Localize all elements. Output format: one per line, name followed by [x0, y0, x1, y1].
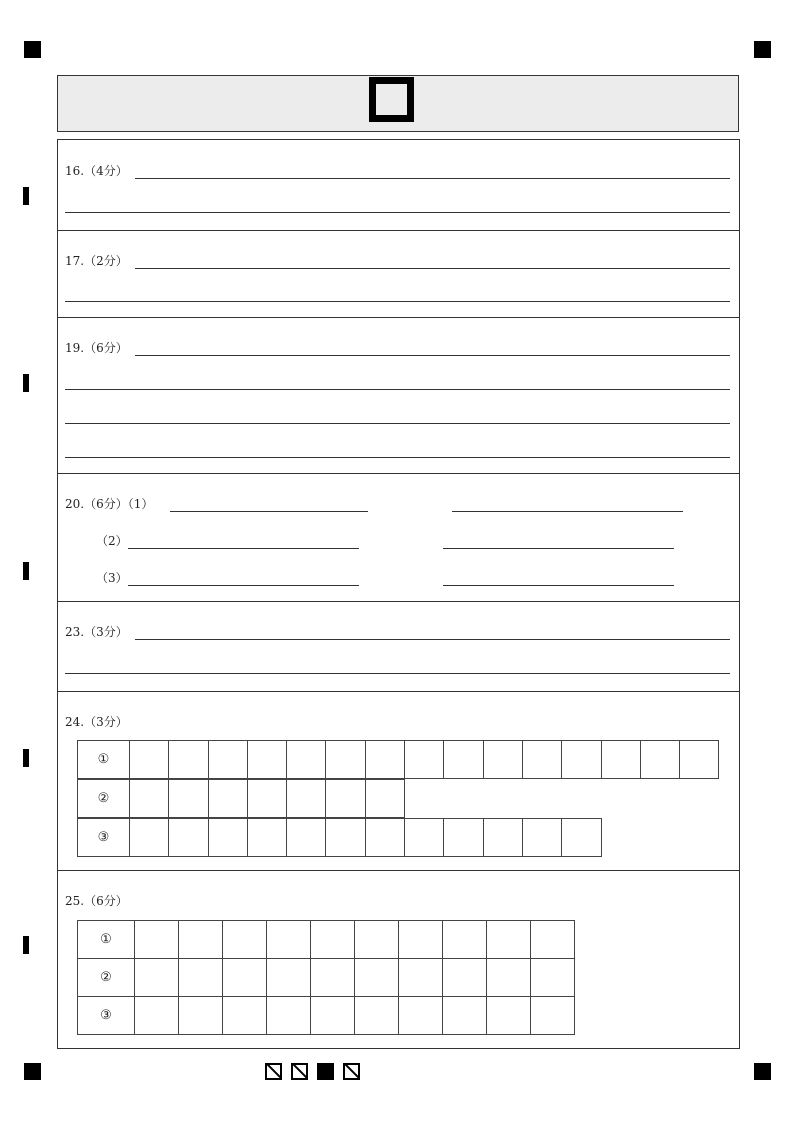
grid-cell[interactable] [223, 959, 267, 997]
side-mark [23, 936, 29, 954]
grid-cell[interactable] [209, 741, 248, 779]
answer-line[interactable] [135, 355, 730, 356]
grid-cell[interactable] [130, 780, 169, 818]
row-marker: ② [78, 780, 130, 818]
question-25 [58, 871, 739, 1048]
slashed-square-mark [343, 1063, 360, 1080]
grid-cell[interactable] [443, 959, 487, 997]
question-label: 25.（6分） [65, 894, 128, 908]
grid-cell[interactable] [169, 819, 208, 857]
answer-line[interactable] [128, 548, 359, 549]
grid-cell[interactable] [248, 819, 287, 857]
grid-cell[interactable] [562, 741, 601, 779]
row-marker: ② [78, 959, 135, 997]
grid-cell[interactable] [209, 819, 248, 857]
grid-cell[interactable] [179, 921, 223, 959]
slashed-square-mark [291, 1063, 308, 1080]
question-17 [58, 231, 739, 318]
grid-cell[interactable] [641, 741, 680, 779]
grid-cell[interactable] [267, 921, 311, 959]
corner-mark-bottom-left [24, 1063, 41, 1080]
answer-line[interactable] [65, 673, 730, 674]
grid-cell[interactable] [531, 921, 575, 959]
grid-cell[interactable] [223, 921, 267, 959]
grid-cell[interactable] [135, 997, 179, 1035]
grid-cell[interactable] [311, 997, 355, 1035]
header-square-mark [369, 77, 414, 122]
grid-cell[interactable] [130, 741, 169, 779]
sub-question-label: （3） [96, 571, 128, 585]
answer-sheet [57, 139, 740, 1049]
grid-cell[interactable] [523, 819, 562, 857]
question-label: 20.（6分）（1） [65, 497, 154, 511]
grid-cell[interactable] [399, 921, 443, 959]
writing-grid [77, 920, 575, 1035]
grid-cell[interactable] [366, 819, 405, 857]
side-mark [23, 562, 29, 580]
grid-cell[interactable] [169, 741, 208, 779]
question-label: 19.（6分） [65, 341, 128, 355]
slashed-square-mark [265, 1063, 282, 1080]
grid-cell[interactable] [326, 741, 365, 779]
grid-cell[interactable] [366, 780, 405, 818]
answer-line[interactable] [65, 423, 730, 424]
grid-cell[interactable] [444, 819, 483, 857]
row-marker: ① [78, 921, 135, 959]
grid-cell[interactable] [444, 741, 483, 779]
answer-line[interactable] [65, 457, 730, 458]
grid-cell[interactable] [487, 921, 531, 959]
grid-cell[interactable] [326, 780, 365, 818]
grid-cell[interactable] [223, 997, 267, 1035]
grid-cell[interactable] [326, 819, 365, 857]
grid-cell[interactable] [399, 997, 443, 1035]
answer-line[interactable] [128, 585, 359, 586]
grid-cell[interactable] [267, 997, 311, 1035]
corner-mark-bottom-right [754, 1063, 771, 1080]
grid-cell[interactable] [135, 921, 179, 959]
bottom-identification-marks [265, 1063, 360, 1080]
question-23 [58, 602, 739, 692]
grid-cell[interactable] [487, 997, 531, 1035]
answer-line[interactable] [65, 212, 730, 213]
grid-cell[interactable] [169, 780, 208, 818]
answer-line[interactable] [65, 301, 730, 302]
corner-mark-top-right [754, 41, 771, 58]
grid-cell[interactable] [179, 959, 223, 997]
grid-cell[interactable] [287, 819, 326, 857]
grid-cell[interactable] [487, 959, 531, 997]
answer-line[interactable] [65, 389, 730, 390]
answer-line[interactable] [135, 178, 730, 179]
grid-cell[interactable] [443, 997, 487, 1035]
sub-question-label: （2） [96, 534, 128, 548]
grid-cell[interactable] [311, 921, 355, 959]
question-label: 17.（2分） [65, 254, 128, 268]
grid-cell[interactable] [523, 741, 562, 779]
row-marker: ① [78, 741, 130, 779]
grid-cell[interactable] [405, 741, 444, 779]
question-24 [58, 692, 739, 871]
question-16 [58, 140, 739, 231]
answer-line[interactable] [443, 548, 674, 549]
question-20 [58, 474, 739, 602]
grid-cell[interactable] [562, 819, 601, 857]
row-marker: ③ [78, 819, 130, 857]
grid-cell[interactable] [135, 959, 179, 997]
grid-cell[interactable] [287, 741, 326, 779]
grid-cell[interactable] [366, 741, 405, 779]
answer-line[interactable] [170, 511, 368, 512]
writing-grid-row [77, 818, 602, 857]
answer-line[interactable] [443, 585, 674, 586]
grid-cell[interactable] [267, 959, 311, 997]
grid-cell[interactable] [311, 959, 355, 997]
grid-cell[interactable] [602, 741, 641, 779]
writing-grid-row [77, 779, 405, 818]
grid-cell[interactable] [680, 741, 719, 779]
grid-cell[interactable] [405, 819, 444, 857]
grid-cell[interactable] [248, 741, 287, 779]
grid-cell[interactable] [355, 959, 399, 997]
answer-line[interactable] [135, 268, 730, 269]
answer-line[interactable] [135, 639, 730, 640]
grid-cell[interactable] [355, 921, 399, 959]
row-marker: ③ [78, 997, 135, 1035]
question-19 [58, 318, 739, 474]
side-mark [23, 187, 29, 205]
answer-line[interactable] [452, 511, 683, 512]
grid-cell[interactable] [355, 997, 399, 1035]
side-mark [23, 749, 29, 767]
writing-grid-row [77, 740, 719, 779]
grid-cell[interactable] [130, 819, 169, 857]
question-label: 23.（3分） [65, 625, 128, 639]
question-label: 16.（4分） [65, 164, 128, 178]
side-mark [23, 374, 29, 392]
grid-cell[interactable] [484, 741, 523, 779]
grid-cell[interactable] [399, 959, 443, 997]
grid-cell[interactable] [179, 997, 223, 1035]
header-band [57, 75, 739, 132]
grid-cell[interactable] [443, 921, 487, 959]
grid-cell[interactable] [209, 780, 248, 818]
filled-square-mark [317, 1063, 334, 1080]
grid-cell[interactable] [531, 959, 575, 997]
corner-mark-top-left [24, 41, 41, 58]
grid-cell[interactable] [248, 780, 287, 818]
grid-cell[interactable] [287, 780, 326, 818]
question-label: 24.（3分） [65, 715, 128, 729]
grid-cell[interactable] [531, 997, 575, 1035]
grid-cell[interactable] [484, 819, 523, 857]
